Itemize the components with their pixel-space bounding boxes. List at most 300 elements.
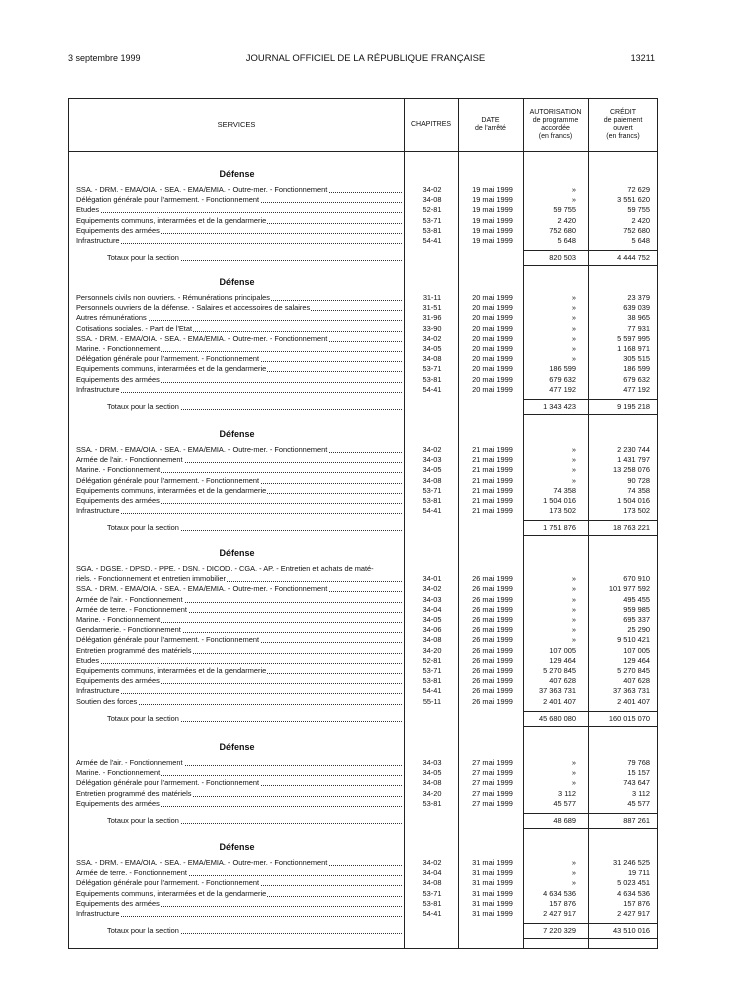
- total-autorisation: 45 680 080: [539, 713, 576, 723]
- autorisation-cell: »: [571, 313, 576, 323]
- total-rule: [523, 399, 658, 400]
- chapitre-cell: 34-02: [422, 333, 442, 343]
- autorisation-cell: »: [571, 333, 576, 343]
- chapitre-cell: 34-20: [422, 645, 442, 655]
- service-cell: [76, 313, 404, 323]
- service-text: SSA. - DRM. - EMA/OIA. - SEA. - EMA/EMIA. - Outre-mer. - Fonctionnement: [76, 333, 328, 343]
- total-credit: 4 444 752: [617, 253, 650, 263]
- autorisation-cell: »: [571, 323, 576, 333]
- credit-cell: 2 427 917: [617, 909, 650, 918]
- credit-cell: 495 455: [623, 594, 650, 604]
- autorisation-cell: 74 358: [553, 485, 576, 495]
- service-text: SSA. - DRM. - EMA/OIA. - SEA. - EMA/EMIA. - Outre-mer. - Fonctionnement: [76, 584, 328, 594]
- table-row: [69, 574, 659, 584]
- total-label-cell: [107, 714, 404, 724]
- date-cell: 19 mai 1999: [472, 236, 513, 245]
- total-rule: [523, 250, 658, 251]
- chapitre-cell: 34-03: [422, 594, 442, 604]
- service-cell: [76, 216, 404, 226]
- table-row: [69, 334, 659, 344]
- date-cell: 27 mai 1999: [472, 788, 513, 798]
- service-text: Armée de l'air. - Fonctionnement: [76, 455, 183, 465]
- chapitre-cell: 52-81: [422, 205, 442, 215]
- header-rule: [69, 151, 657, 152]
- section-title: Défense: [219, 277, 255, 287]
- table-row: [69, 635, 659, 645]
- table-row: [69, 226, 659, 236]
- date-cell: 19 mai 1999: [472, 205, 513, 215]
- date-cell: 26 mai 1999: [472, 635, 513, 645]
- service-cell: [76, 195, 404, 205]
- autorisation-cell: »: [571, 615, 576, 624]
- service-cell: [76, 878, 404, 888]
- table-row: [69, 486, 659, 496]
- service-text: Délégation générale pour l'armement. - Fonctionnement: [76, 878, 259, 888]
- credit-cell: 79 768: [627, 758, 650, 767]
- autorisation-cell: 186 599: [549, 364, 576, 374]
- credit-cell: 1 431 797: [617, 455, 650, 465]
- service-cell: [76, 574, 404, 584]
- table-row: [69, 375, 659, 385]
- date-cell: 21 mai 1999: [472, 506, 513, 516]
- date-cell: 20 mai 1999: [472, 364, 513, 374]
- date-cell: 27 mai 1999: [472, 778, 513, 788]
- total-row: [69, 816, 659, 826]
- credit-cell: 670 910: [623, 574, 650, 584]
- chapitre-cell: 53-71: [422, 485, 442, 495]
- total-rule: [523, 828, 658, 829]
- service-text: Infrastructure: [76, 236, 120, 245]
- credit-cell: 679 632: [623, 374, 650, 384]
- autorisation-cell: »: [571, 455, 576, 465]
- autorisation-cell: »: [571, 185, 576, 194]
- date-cell: 19 mai 1999: [472, 225, 513, 235]
- service-cell: [76, 465, 404, 475]
- autorisation-cell: »: [571, 768, 576, 778]
- total-label-cell: [107, 816, 404, 826]
- service-text: Armée de terre. - Fonctionnement: [76, 604, 187, 614]
- chapitre-cell: 31-51: [422, 303, 442, 313]
- date-cell: 21 mai 1999: [472, 445, 513, 454]
- service-text: Infrastructure: [76, 506, 120, 516]
- chapitre-cell: 55-11: [422, 696, 442, 706]
- table-row: [69, 465, 659, 475]
- service-cell: [76, 646, 404, 656]
- total-label: Totaux pour la section: [107, 402, 179, 411]
- total-rule: [523, 813, 658, 814]
- chapitre-cell: 54-41: [422, 236, 442, 245]
- autorisation-cell: »: [571, 584, 576, 594]
- credit-cell: 407 628: [623, 676, 650, 686]
- date-cell: 20 mai 1999: [472, 354, 513, 364]
- autorisation-cell: »: [571, 445, 576, 454]
- autorisation-cell: 477 192: [549, 384, 576, 394]
- service-cell: [76, 676, 404, 686]
- table-row: [69, 858, 659, 868]
- table-row: [69, 799, 659, 809]
- chapitre-cell: 34-02: [422, 445, 442, 454]
- chapitre-cell: 53-81: [422, 374, 442, 384]
- table-row: [69, 666, 659, 676]
- total-rule: [523, 711, 658, 712]
- table-row: [69, 354, 659, 364]
- service-text: Délégation générale pour l'armement. - Fonctionnement: [76, 475, 259, 485]
- service-cell: [76, 889, 404, 899]
- service-cell: [76, 758, 404, 768]
- autorisation-cell: 107 005: [549, 645, 576, 655]
- total-credit: 887 261: [623, 816, 650, 825]
- service-text: SSA. - DRM. - EMA/OIA. - SEA. - EMA/EMIA. - Outre-mer. - Fonctionnement: [76, 858, 328, 867]
- total-credit: 9 195 218: [617, 402, 650, 411]
- date-cell: 21 mai 1999: [472, 485, 513, 495]
- autorisation-cell: »: [571, 625, 576, 635]
- total-autorisation: 1 343 423: [543, 402, 576, 411]
- column-header-date: DATE de l'arrêté: [475, 117, 506, 132]
- table-row: [69, 789, 659, 799]
- date-cell: 26 mai 1999: [472, 655, 513, 665]
- table-row: [69, 216, 659, 226]
- total-rule: [523, 414, 658, 415]
- table-row: [69, 445, 659, 455]
- service-cell: [76, 364, 404, 374]
- date-cell: 26 mai 1999: [472, 584, 513, 594]
- service-text: Marine. - Fonctionnement: [76, 768, 161, 778]
- autorisation-cell: »: [571, 303, 576, 313]
- date-cell: 31 mai 1999: [472, 888, 513, 898]
- service-cell: [76, 334, 404, 344]
- service-text: Cotisations sociales. - Part de l'Etat: [76, 323, 193, 333]
- service-cell: [76, 375, 404, 385]
- autorisation-cell: 129 464: [549, 655, 576, 665]
- total-autorisation: 7 220 329: [543, 926, 576, 936]
- credit-cell: 59 755: [627, 205, 650, 215]
- service-cell: [76, 385, 404, 395]
- credit-cell: 2 420: [631, 215, 650, 225]
- autorisation-cell: »: [571, 354, 576, 364]
- credit-cell: 752 680: [623, 225, 650, 235]
- table-row: [69, 185, 659, 195]
- page-number: 13211: [630, 53, 655, 63]
- table-row: [69, 778, 659, 788]
- credit-cell: 107 005: [623, 645, 650, 655]
- total-rule: [523, 923, 658, 924]
- chapitre-cell: 31-96: [422, 313, 442, 323]
- service-text: Marine. - Fonctionnement: [76, 344, 161, 353]
- service-text: Entretien programmé des matériels: [76, 645, 192, 655]
- chapitre-cell: 34-08: [422, 878, 442, 888]
- total-label: Totaux pour la section: [107, 926, 179, 936]
- service-cell: [76, 445, 404, 455]
- credit-cell: 1 504 016: [617, 496, 650, 505]
- service-cell: [76, 666, 404, 676]
- service-text: Equipements des armées: [76, 496, 160, 505]
- date-cell: 26 mai 1999: [472, 676, 513, 686]
- date-cell: 20 mai 1999: [472, 293, 513, 302]
- service-cell: [76, 789, 404, 799]
- total-label-cell: [107, 402, 404, 412]
- chapitre-cell: 34-06: [422, 625, 442, 635]
- service-cell: [76, 303, 404, 313]
- autorisation-cell: 45 577: [553, 798, 576, 808]
- service-text: Personnels ouvriers de la défense. - Salaires et accessoires de salaires: [76, 303, 311, 313]
- service-text: Equipements communs, interarmées et de la gendarmerie: [76, 485, 267, 495]
- column-header-services: SERVICES: [217, 120, 256, 129]
- autorisation-cell: 5 648: [557, 236, 576, 245]
- section-title: Défense: [219, 742, 255, 752]
- date-cell: 20 mai 1999: [472, 333, 513, 343]
- credit-cell: 2 230 744: [617, 445, 650, 454]
- chapitre-cell: 34-05: [422, 465, 442, 475]
- date-cell: 19 mai 1999: [472, 195, 513, 205]
- service-text: Equipements des armées: [76, 676, 160, 686]
- chapitre-cell: 34-08: [422, 354, 442, 364]
- service-cell: [76, 324, 404, 334]
- section-title: Défense: [219, 169, 255, 179]
- table-row: [69, 625, 659, 635]
- table-row: [69, 506, 659, 516]
- credit-cell: 3 112: [632, 788, 650, 798]
- total-credit: 18 763 221: [613, 523, 650, 533]
- service-cell: [76, 476, 404, 486]
- total-row: [69, 253, 659, 263]
- table-row: [69, 564, 659, 574]
- service-text: Délégation générale pour l'armement. - Fonctionnement: [76, 195, 259, 205]
- autorisation-cell: »: [571, 635, 576, 645]
- total-credit: 160 015 070: [608, 713, 650, 723]
- table-row: [69, 899, 659, 909]
- service-text: Infrastructure: [76, 686, 120, 696]
- chapitre-cell: 54-41: [422, 506, 442, 516]
- credit-cell: 695 337: [623, 615, 650, 624]
- autorisation-cell: »: [571, 778, 576, 788]
- date-cell: 20 mai 1999: [472, 384, 513, 394]
- date-cell: 20 mai 1999: [472, 313, 513, 323]
- autorisation-cell: »: [571, 594, 576, 604]
- credit-cell: 305 515: [623, 354, 650, 364]
- service-text: Gendarmerie. - Fonctionnement: [76, 625, 181, 635]
- credit-cell: 5 648: [631, 236, 650, 245]
- service-cell: [76, 768, 404, 778]
- total-rule: [523, 726, 658, 727]
- service-cell: [76, 344, 404, 354]
- chapitre-cell: 53-81: [422, 798, 442, 808]
- table-row: [69, 758, 659, 768]
- date-cell: 27 mai 1999: [472, 768, 513, 778]
- chapitre-cell: 34-05: [422, 344, 442, 353]
- chapitre-cell: 52-81: [422, 655, 442, 665]
- date-cell: 26 mai 1999: [472, 645, 513, 655]
- service-text: Infrastructure: [76, 909, 120, 918]
- service-cell: [76, 205, 404, 215]
- date-cell: 20 mai 1999: [472, 303, 513, 313]
- credit-cell: 2 401 407: [617, 696, 650, 706]
- service-cell: [76, 697, 404, 707]
- autorisation-cell: 5 270 845: [543, 666, 576, 675]
- total-label: Totaux pour la section: [107, 816, 179, 825]
- table-row: [69, 364, 659, 374]
- service-cell: [76, 858, 404, 868]
- autorisation-cell: »: [571, 574, 576, 584]
- total-rule: [523, 535, 658, 536]
- date-cell: 27 mai 1999: [472, 798, 513, 808]
- service-text: Equipements des armées: [76, 225, 160, 235]
- service-text: Equipements des armées: [76, 798, 160, 808]
- credit-cell: 101 977 592: [608, 584, 650, 594]
- column-header-autorisation: AUTORISATION de programme accordée (en francs): [529, 109, 582, 140]
- credit-cell: 5 023 451: [617, 878, 650, 888]
- service-text: Etudes: [76, 655, 100, 665]
- column-header-chapitres: CHAPITRES: [410, 121, 452, 128]
- autorisation-cell: 4 634 536: [543, 888, 576, 898]
- total-row: [69, 523, 659, 533]
- credit-cell: 45 577: [627, 798, 650, 808]
- chapitre-cell: 34-04: [422, 868, 442, 878]
- service-cell: [76, 605, 404, 615]
- service-cell: [76, 656, 404, 666]
- credit-cell: 25 290: [627, 625, 650, 635]
- service-cell: [76, 909, 404, 919]
- credit-cell: 639 039: [623, 303, 650, 313]
- service-text: Equipements communs, interarmées et de la gendarmerie: [76, 666, 267, 675]
- section-title: Défense: [219, 548, 255, 558]
- service-cell: [76, 595, 404, 605]
- total-row: [69, 926, 659, 936]
- credit-cell: 37 363 731: [613, 686, 650, 696]
- autorisation-cell: »: [571, 758, 576, 767]
- chapitre-cell: 34-03: [422, 455, 442, 465]
- credit-cell: 23 379: [627, 293, 650, 302]
- credit-cell: 19 711: [627, 868, 650, 878]
- service-text: Armée de l'air. - Fonctionnement: [76, 594, 183, 604]
- table-row: [69, 344, 659, 354]
- service-text: Soutien des forces: [76, 696, 138, 706]
- chapitre-cell: 34-08: [422, 635, 442, 645]
- chapitre-cell: 34-03: [422, 758, 442, 767]
- date-cell: 20 mai 1999: [472, 323, 513, 333]
- total-label-cell: [107, 253, 404, 263]
- autorisation-cell: »: [571, 195, 576, 205]
- table-row: [69, 889, 659, 899]
- credit-cell: 77 931: [627, 323, 650, 333]
- chapitre-cell: 53-81: [422, 676, 442, 686]
- autorisation-cell: 3 112: [558, 788, 576, 798]
- chapitre-cell: 53-71: [422, 364, 442, 374]
- date-cell: 31 mai 1999: [472, 858, 513, 867]
- date-cell: 26 mai 1999: [472, 686, 513, 696]
- total-rule: [523, 265, 658, 266]
- total-autorisation: 820 503: [549, 253, 576, 263]
- total-label: Totaux pour la section: [107, 253, 179, 263]
- autorisation-cell: 752 680: [549, 225, 576, 235]
- service-text: SGA. - DGSE. - DPSD. - PPE. - DSN. - DICOD. - CGA. - AP. - Entretien et achats de maté-: [76, 564, 374, 573]
- date-cell: 26 mai 1999: [472, 594, 513, 604]
- table-row: [69, 656, 659, 666]
- service-cell: [76, 226, 404, 236]
- service-text: SSA. - DRM. - EMA/OIA. - SEA. - EMA/EMIA. - Outre-mer. - Fonctionnement: [76, 445, 328, 454]
- service-cell: [76, 868, 404, 878]
- journal-title: JOURNAL OFFICIEL DE LA RÉPUBLIQUE FRANÇAISE: [245, 53, 486, 64]
- credit-cell: 1 168 971: [617, 344, 650, 353]
- table-row: [69, 293, 659, 303]
- credit-cell: 72 629: [627, 185, 650, 194]
- credit-cell: 3 551 620: [617, 195, 650, 205]
- chapitre-cell: 34-02: [422, 185, 442, 194]
- table-row: [69, 476, 659, 486]
- autorisation-cell: »: [571, 868, 576, 878]
- service-cell: [76, 486, 404, 496]
- credit-cell: 9 510 421: [617, 635, 650, 645]
- credit-cell: 959 985: [623, 604, 650, 614]
- autorisation-cell: 679 632: [549, 374, 576, 384]
- date-cell: 21 mai 1999: [472, 496, 513, 505]
- table-row: [69, 909, 659, 919]
- service-text: Délégation générale pour l'armement. - Fonctionnement: [76, 354, 259, 364]
- service-cell: [76, 799, 404, 809]
- service-cell: [76, 615, 404, 625]
- date-cell: 26 mai 1999: [472, 615, 513, 624]
- autorisation-cell: 407 628: [549, 676, 576, 686]
- date-cell: 31 mai 1999: [472, 909, 513, 918]
- credit-cell: 38 965: [627, 313, 650, 323]
- credit-cell: 15 157: [627, 768, 650, 778]
- table-row: [69, 595, 659, 605]
- chapitre-cell: 54-41: [422, 909, 442, 918]
- total-autorisation: 1 751 876: [543, 523, 576, 533]
- section-title: Défense: [219, 429, 255, 439]
- date-cell: 27 mai 1999: [472, 758, 513, 767]
- service-text: Autres rémunérations: [76, 313, 147, 323]
- chapitre-cell: 34-05: [422, 615, 442, 624]
- autorisation-cell: »: [571, 344, 576, 353]
- credit-cell: 74 358: [627, 485, 650, 495]
- autorisation-cell: »: [571, 604, 576, 614]
- table-row: [69, 584, 659, 594]
- service-text: Personnels civils non ouvriers. - Rémunérations principales: [76, 293, 270, 302]
- date-cell: 31 mai 1999: [472, 868, 513, 878]
- chapitre-cell: 33-90: [422, 323, 442, 333]
- autorisation-cell: 1 504 016: [543, 496, 576, 505]
- total-label: Totaux pour la section: [107, 523, 179, 533]
- service-cell: [76, 635, 404, 645]
- autorisation-cell: 37 363 731: [539, 686, 576, 696]
- date-cell: 19 mai 1999: [472, 215, 513, 225]
- service-text: Marine. - Fonctionnement: [76, 615, 161, 624]
- credit-cell: 743 647: [623, 778, 650, 788]
- autorisation-cell: 59 755: [553, 205, 576, 215]
- autorisation-cell: »: [571, 858, 576, 867]
- table-row: [69, 195, 659, 205]
- table-row: [69, 236, 659, 246]
- table-row: [69, 697, 659, 707]
- chapitre-cell: 54-41: [422, 384, 442, 394]
- chapitre-cell: 34-08: [422, 778, 442, 788]
- total-credit: 43 510 016: [613, 926, 650, 936]
- table-row: [69, 303, 659, 313]
- service-cell: [76, 584, 404, 594]
- autorisation-cell: »: [571, 465, 576, 475]
- credit-cell: 129 464: [623, 655, 650, 665]
- service-text: Marine. - Fonctionnement: [76, 465, 161, 475]
- table-row: [69, 205, 659, 215]
- chapitre-cell: 54-41: [422, 686, 442, 696]
- date-cell: 21 mai 1999: [472, 475, 513, 485]
- date-cell: 26 mai 1999: [472, 696, 513, 706]
- service-text: SSA. - DRM. - EMA/OIA. - SEA. - EMA/EMIA. - Outre-mer. - Fonctionnement: [76, 185, 328, 194]
- chapitre-cell: 34-02: [422, 584, 442, 594]
- service-text: Equipements communs, interarmées et de la gendarmerie: [76, 888, 267, 898]
- autorisation-cell: 2 427 917: [543, 909, 576, 918]
- service-cell: [76, 625, 404, 635]
